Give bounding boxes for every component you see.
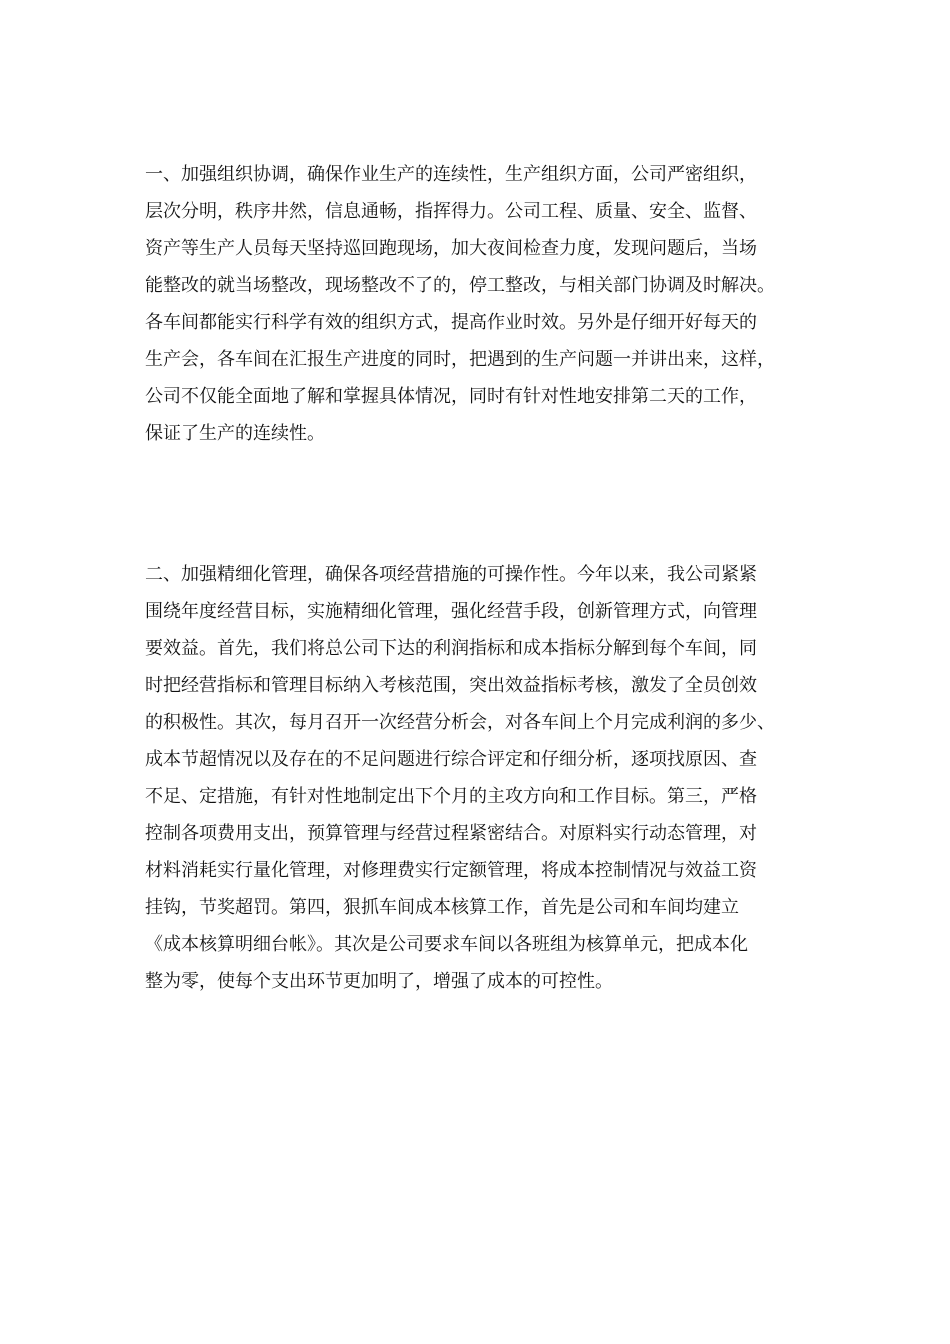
- paragraph-line: 各车间都能实行科学有效的组织方式，提高作业时效。另外是仔细开好每天的: [145, 312, 757, 333]
- paragraph-line: 要效益。首先，我们将总公司下达的利润指标和成本指标分解到每个车间，同: [145, 638, 757, 659]
- paragraph-line: 材料消耗实行量化管理，对修理费实行定额管理，将成本控制情况与效益工资: [145, 860, 757, 881]
- paragraph-line: 时把经营指标和管理目标纳入考核范围，突出效益指标考核，激发了全员创效: [145, 675, 757, 696]
- paragraph-line: 资产等生产人员每天坚持巡回跑现场，加大夜间检查力度，发现问题后，当场: [145, 238, 757, 259]
- paragraph-line: 生产会，各车间在汇报生产进度的同时，把遇到的生产问题一并讲出来，这样，: [145, 349, 775, 370]
- paragraph-line: 的积极性。其次，每月召开一次经营分析会，对各车间上个月完成利润的多少、: [145, 712, 775, 733]
- paragraph-line: 围绕年度经营目标，实施精细化管理，强化经营手段，创新管理方式，向管理: [145, 601, 757, 622]
- paragraph-line: 二、加强精细化管理，确保各项经营措施的可操作性。今年以来，我公司紧紧: [145, 564, 757, 585]
- paragraph-line: 保证了生产的连续性。: [145, 423, 325, 444]
- paragraph-organization-coordination: [145, 156, 815, 452]
- paragraph-line: 成本节超情况以及存在的不足问题进行综合评定和仔细分析，逐项找原因、查: [145, 749, 757, 770]
- paragraph-line: 挂钩，节奖超罚。第四，狠抓车间成本核算工作，首先是公司和车间均建立: [145, 897, 739, 918]
- paragraph-line: 不足、定措施，有针对性地制定出下个月的主攻方向和工作目标。第三，严格: [145, 786, 757, 807]
- paragraph-line: 能整改的就当场整改，现场整改不了的，停工整改，与相关部门协调及时解决。: [145, 275, 775, 296]
- paragraph-line: 《成本核算明细台帐》。其次是公司要求车间以各班组为核算单元，把成本化: [145, 934, 748, 955]
- paragraph-line: 公司不仅能全面地了解和掌握具体情况，同时有针对性地安排第二天的工作，: [145, 386, 757, 407]
- paragraph-refined-management: [145, 556, 815, 1000]
- paragraph-line: 层次分明，秩序井然，信息通畅，指挥得力。公司工程、质量、安全、监督、: [145, 201, 757, 222]
- paragraph-line: 控制各项费用支出，预算管理与经营过程紧密结合。对原料实行动态管理，对: [145, 823, 757, 844]
- paragraph-line: 一、加强组织协调，确保作业生产的连续性，生产组织方面，公司严密组织，: [145, 164, 757, 185]
- paragraph-line: 整为零，使每个支出环节更加明了，增强了成本的可控性。: [145, 971, 613, 992]
